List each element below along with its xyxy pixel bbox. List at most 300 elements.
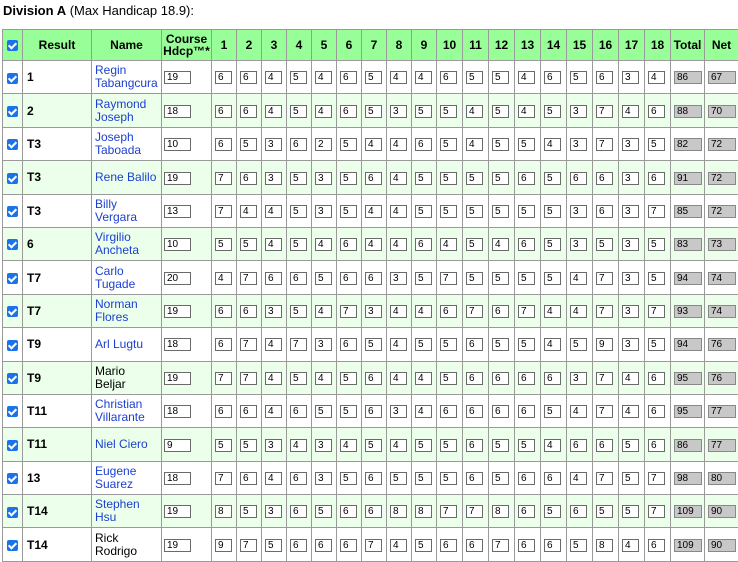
hole-score-input[interactable]: 6	[215, 305, 232, 318]
player-name-cell[interactable]	[92, 461, 162, 494]
hole-score-input[interactable]: 4	[622, 405, 639, 418]
hole-score-input[interactable]: 7	[492, 539, 509, 552]
hole-score-input[interactable]: 5	[315, 505, 332, 518]
hole-score-input[interactable]: 5	[466, 172, 483, 185]
hole-score-input[interactable]: 6	[290, 405, 307, 418]
hole-score-input[interactable]: 5	[415, 338, 432, 351]
row-checkbox[interactable]	[7, 373, 18, 384]
hole-score-input[interactable]: 5	[240, 439, 257, 452]
hole-score-input[interactable]: 6	[215, 405, 232, 418]
hole-score-input[interactable]: 5	[492, 172, 509, 185]
hole-score-input[interactable]: 6	[215, 71, 232, 84]
row-checkbox[interactable]	[7, 73, 18, 84]
hole-score-input[interactable]: 7	[215, 372, 232, 385]
hole-score-input[interactable]: 5	[215, 439, 232, 452]
row-checkbox[interactable]	[7, 206, 18, 217]
hole-score-input[interactable]: 5	[648, 138, 665, 151]
row-checkbox-cell[interactable]	[3, 127, 23, 160]
player-name-cell[interactable]	[92, 428, 162, 461]
hole-score-input[interactable]: 5	[440, 205, 457, 218]
hole-score-input[interactable]: 6	[265, 272, 282, 285]
hole-score-input[interactable]: 5	[340, 205, 357, 218]
player-name-line2[interactable]: Suarez	[95, 477, 133, 491]
hole-score-input[interactable]: 5	[415, 539, 432, 552]
hole-score-input[interactable]: 5	[440, 472, 457, 485]
hole-score-input[interactable]: 4	[466, 138, 483, 151]
player-name-cell[interactable]	[92, 94, 162, 127]
player-name-line2[interactable]: Tabangcura	[95, 76, 158, 90]
hole-score-input[interactable]: 7	[648, 205, 665, 218]
row-checkbox[interactable]	[7, 440, 18, 451]
hole-score-input[interactable]: 5	[290, 372, 307, 385]
hole-score-input[interactable]: 4	[315, 71, 332, 84]
hole-score-input[interactable]: 6	[290, 505, 307, 518]
hole-score-input[interactable]: 3	[390, 405, 407, 418]
hole-score-input[interactable]: 6	[240, 71, 257, 84]
hole-score-input[interactable]: 3	[365, 305, 382, 318]
row-checkbox-cell[interactable]	[3, 528, 23, 561]
hole-score-input[interactable]: 5	[340, 372, 357, 385]
course-hdcp-input[interactable]: 19	[164, 539, 191, 552]
hole-score-input[interactable]: 4	[265, 338, 282, 351]
hole-score-input[interactable]: 5	[648, 272, 665, 285]
hole-score-input[interactable]: 7	[518, 305, 535, 318]
hole-score-input[interactable]: 5	[390, 472, 407, 485]
hole-score-input[interactable]: 6	[215, 338, 232, 351]
hole-score-input[interactable]: 7	[290, 338, 307, 351]
hole-score-input[interactable]: 8	[596, 539, 613, 552]
row-checkbox[interactable]	[7, 406, 18, 417]
hole-score-input[interactable]: 4	[390, 172, 407, 185]
hole-score-input[interactable]: 8	[492, 505, 509, 518]
hole-score-input[interactable]: 7	[240, 372, 257, 385]
player-name-line1[interactable]: Eugene	[95, 464, 136, 478]
row-checkbox-cell[interactable]	[3, 194, 23, 227]
hole-score-input[interactable]: 4	[290, 439, 307, 452]
hole-score-input[interactable]: 6	[648, 405, 665, 418]
hole-score-input[interactable]: 4	[240, 205, 257, 218]
row-checkbox-cell[interactable]	[3, 161, 23, 194]
hole-score-input[interactable]: 5	[544, 238, 561, 251]
player-name-line1[interactable]: Carlo	[95, 264, 124, 278]
hole-score-input[interactable]: 5	[290, 105, 307, 118]
hole-score-input[interactable]: 5	[492, 338, 509, 351]
hole-score-input[interactable]: 7	[466, 305, 483, 318]
hole-score-input[interactable]: 3	[315, 338, 332, 351]
hole-score-input[interactable]: 6	[466, 338, 483, 351]
row-checkbox-cell[interactable]	[3, 61, 23, 94]
player-name-line1[interactable]: Arl Lugtu	[95, 337, 143, 351]
hole-score-input[interactable]: 5	[544, 172, 561, 185]
hole-score-input[interactable]: 3	[570, 138, 587, 151]
hole-score-input[interactable]: 6	[440, 539, 457, 552]
player-name-line1[interactable]: Regin	[95, 63, 126, 77]
hole-score-input[interactable]: 4	[570, 305, 587, 318]
hole-score-input[interactable]: 3	[622, 138, 639, 151]
select-all-checkbox-cell[interactable]	[3, 30, 23, 61]
player-name-cell[interactable]	[92, 328, 162, 361]
hole-score-input[interactable]: 6	[518, 372, 535, 385]
hole-score-input[interactable]: 7	[596, 372, 613, 385]
hole-score-input[interactable]: 4	[390, 305, 407, 318]
hole-score-input[interactable]: 5	[622, 472, 639, 485]
hole-score-input[interactable]: 3	[390, 272, 407, 285]
hole-score-input[interactable]: 6	[518, 405, 535, 418]
hole-score-input[interactable]: 6	[518, 238, 535, 251]
player-name-line1[interactable]: Norman	[95, 297, 138, 311]
hole-score-input[interactable]: 4	[315, 105, 332, 118]
hole-score-input[interactable]: 7	[596, 105, 613, 118]
hole-score-input[interactable]: 5	[544, 405, 561, 418]
hole-score-input[interactable]: 3	[265, 505, 282, 518]
hole-score-input[interactable]: 5	[240, 138, 257, 151]
player-name-cell[interactable]	[92, 261, 162, 294]
hole-score-input[interactable]: 6	[340, 272, 357, 285]
hole-score-input[interactable]: 5	[492, 105, 509, 118]
hole-score-input[interactable]: 5	[340, 472, 357, 485]
hole-score-input[interactable]: 8	[415, 505, 432, 518]
player-name-line1[interactable]: Stephen	[95, 497, 140, 511]
hole-score-input[interactable]: 7	[215, 205, 232, 218]
row-checkbox-cell[interactable]	[3, 294, 23, 327]
hole-score-input[interactable]: 6	[648, 105, 665, 118]
course-hdcp-input[interactable]: 18	[164, 105, 191, 118]
hole-score-input[interactable]: 6	[340, 505, 357, 518]
hole-score-input[interactable]: 5	[415, 472, 432, 485]
hole-score-input[interactable]: 5	[570, 539, 587, 552]
hole-score-input[interactable]: 4	[365, 238, 382, 251]
hole-score-input[interactable]: 4	[265, 205, 282, 218]
player-name-line1[interactable]: Joseph	[95, 130, 134, 144]
hole-score-input[interactable]: 4	[544, 439, 561, 452]
hole-score-input[interactable]: 7	[596, 472, 613, 485]
hole-score-input[interactable]: 5	[265, 539, 282, 552]
hole-score-input[interactable]: 4	[315, 305, 332, 318]
hole-score-input[interactable]: 5	[315, 272, 332, 285]
hole-score-input[interactable]: 4	[622, 372, 639, 385]
hole-score-input[interactable]: 4	[570, 472, 587, 485]
hole-score-input[interactable]: 6	[492, 405, 509, 418]
hole-score-input[interactable]: 6	[466, 439, 483, 452]
hole-score-input[interactable]: 4	[315, 372, 332, 385]
hole-score-input[interactable]: 5	[340, 138, 357, 151]
row-checkbox[interactable]	[7, 173, 18, 184]
hole-score-input[interactable]: 6	[648, 172, 665, 185]
hole-score-input[interactable]: 6	[365, 505, 382, 518]
hole-score-input[interactable]: 5	[415, 272, 432, 285]
hole-score-input[interactable]: 5	[290, 172, 307, 185]
hole-score-input[interactable]: 6	[544, 472, 561, 485]
row-checkbox-cell[interactable]	[3, 94, 23, 127]
hole-score-input[interactable]: 5	[415, 205, 432, 218]
player-name-line2[interactable]: Taboada	[95, 143, 141, 157]
hole-score-input[interactable]: 5	[415, 105, 432, 118]
hole-score-input[interactable]: 6	[365, 172, 382, 185]
hole-score-input[interactable]: 6	[466, 472, 483, 485]
hole-score-input[interactable]: 7	[340, 305, 357, 318]
hole-score-input[interactable]: 7	[648, 505, 665, 518]
hole-score-input[interactable]: 8	[390, 505, 407, 518]
player-name-cell[interactable]	[92, 161, 162, 194]
hole-score-input[interactable]: 6	[340, 539, 357, 552]
hole-score-input[interactable]: 7	[648, 305, 665, 318]
hole-score-input[interactable]: 5	[518, 138, 535, 151]
hole-score-input[interactable]: 4	[265, 405, 282, 418]
hole-score-input[interactable]: 6	[570, 439, 587, 452]
row-checkbox[interactable]	[7, 507, 18, 518]
hole-score-input[interactable]: 4	[415, 405, 432, 418]
hole-score-input[interactable]: 6	[340, 71, 357, 84]
course-hdcp-input[interactable]: 19	[164, 505, 191, 518]
hole-score-input[interactable]: 6	[290, 138, 307, 151]
hole-score-input[interactable]: 5	[544, 205, 561, 218]
course-hdcp-input[interactable]: 18	[164, 472, 191, 485]
hole-score-input[interactable]: 4	[622, 105, 639, 118]
hole-score-input[interactable]: 4	[340, 439, 357, 452]
hole-score-input[interactable]: 4	[390, 205, 407, 218]
hole-score-input[interactable]: 7	[466, 505, 483, 518]
row-checkbox-cell[interactable]	[3, 328, 23, 361]
hole-score-input[interactable]: 7	[240, 539, 257, 552]
hole-score-input[interactable]: 6	[518, 472, 535, 485]
hole-score-input[interactable]: 5	[340, 172, 357, 185]
hole-score-input[interactable]: 4	[365, 138, 382, 151]
hole-score-input[interactable]: 9	[596, 338, 613, 351]
hole-score-input[interactable]: 6	[570, 505, 587, 518]
hole-score-input[interactable]: 5	[290, 205, 307, 218]
hole-score-input[interactable]: 6	[466, 539, 483, 552]
hole-score-input[interactable]: 5	[622, 505, 639, 518]
hole-score-input[interactable]: 5	[570, 71, 587, 84]
player-name-line1[interactable]: Billy	[95, 197, 117, 211]
hole-score-input[interactable]: 4	[415, 305, 432, 318]
hole-score-input[interactable]: 3	[315, 172, 332, 185]
hole-score-input[interactable]: 4	[544, 138, 561, 151]
player-name-cell[interactable]	[92, 294, 162, 327]
player-name-line1[interactable]: Raymond	[95, 97, 146, 111]
hole-score-input[interactable]: 6	[492, 372, 509, 385]
hole-score-input[interactable]: 4	[390, 338, 407, 351]
hole-score-input[interactable]: 6	[466, 405, 483, 418]
player-name-line2[interactable]: Hsu	[95, 510, 116, 524]
course-hdcp-input[interactable]: 18	[164, 338, 191, 351]
hole-score-input[interactable]: 7	[440, 272, 457, 285]
hole-score-input[interactable]: 3	[622, 71, 639, 84]
hole-score-input[interactable]: 7	[240, 338, 257, 351]
hole-score-input[interactable]: 6	[215, 138, 232, 151]
player-name-cell[interactable]	[92, 61, 162, 94]
player-name-cell[interactable]	[92, 495, 162, 528]
hole-score-input[interactable]: 5	[648, 338, 665, 351]
hole-score-input[interactable]: 6	[365, 272, 382, 285]
hole-score-input[interactable]: 6	[440, 71, 457, 84]
hole-score-input[interactable]: 3	[622, 338, 639, 351]
hole-score-input[interactable]: 4	[390, 71, 407, 84]
hole-score-input[interactable]: 4	[390, 439, 407, 452]
hole-score-input[interactable]: 5	[415, 439, 432, 452]
hole-score-input[interactable]: 4	[544, 338, 561, 351]
row-checkbox-cell[interactable]	[3, 361, 23, 394]
course-hdcp-input[interactable]: 19	[164, 172, 191, 185]
row-checkbox-cell[interactable]	[3, 394, 23, 427]
hole-score-input[interactable]: 3	[570, 205, 587, 218]
row-checkbox[interactable]	[7, 239, 18, 250]
hole-score-input[interactable]: 6	[240, 472, 257, 485]
hole-score-input[interactable]: 6	[340, 238, 357, 251]
row-checkbox[interactable]	[7, 540, 18, 551]
course-hdcp-input[interactable]: 19	[164, 71, 191, 84]
hole-score-input[interactable]: 6	[544, 539, 561, 552]
hole-score-input[interactable]: 5	[466, 238, 483, 251]
hole-score-input[interactable]: 6	[215, 105, 232, 118]
hole-score-input[interactable]: 4	[215, 272, 232, 285]
hole-score-input[interactable]: 7	[648, 472, 665, 485]
hole-score-input[interactable]: 6	[365, 405, 382, 418]
hole-score-input[interactable]: 5	[544, 105, 561, 118]
hole-score-input[interactable]: 5	[440, 138, 457, 151]
hole-score-input[interactable]: 4	[622, 539, 639, 552]
hole-score-input[interactable]: 7	[596, 138, 613, 151]
hole-score-input[interactable]: 6	[415, 138, 432, 151]
hole-score-input[interactable]: 6	[365, 472, 382, 485]
hole-score-input[interactable]: 6	[648, 439, 665, 452]
hole-score-input[interactable]: 6	[315, 539, 332, 552]
row-checkbox[interactable]	[7, 473, 18, 484]
hole-score-input[interactable]: 4	[544, 305, 561, 318]
player-name-line2[interactable]: Villarante	[95, 410, 145, 424]
course-hdcp-input[interactable]: 10	[164, 138, 191, 151]
hole-score-input[interactable]: 4	[390, 539, 407, 552]
row-checkbox-cell[interactable]	[3, 261, 23, 294]
course-hdcp-input[interactable]: 19	[164, 305, 191, 318]
hole-score-input[interactable]: 5	[492, 439, 509, 452]
hole-score-input[interactable]: 6	[415, 238, 432, 251]
hole-score-input[interactable]: 5	[492, 472, 509, 485]
row-checkbox[interactable]	[7, 340, 18, 351]
course-hdcp-input[interactable]: 18	[164, 405, 191, 418]
hole-score-input[interactable]: 5	[596, 238, 613, 251]
hole-score-input[interactable]: 7	[596, 305, 613, 318]
hole-score-input[interactable]: 7	[596, 272, 613, 285]
hole-score-input[interactable]: 7	[215, 172, 232, 185]
course-hdcp-input[interactable]: 20	[164, 272, 191, 285]
hole-score-input[interactable]: 2	[315, 138, 332, 151]
hole-score-input[interactable]: 4	[415, 372, 432, 385]
hole-score-input[interactable]: 6	[596, 172, 613, 185]
hole-score-input[interactable]: 3	[265, 172, 282, 185]
row-checkbox-cell[interactable]	[3, 461, 23, 494]
hole-score-input[interactable]: 5	[440, 105, 457, 118]
hole-score-input[interactable]: 5	[440, 439, 457, 452]
hole-score-input[interactable]: 6	[240, 305, 257, 318]
hole-score-input[interactable]: 6	[340, 105, 357, 118]
row-checkbox-cell[interactable]	[3, 495, 23, 528]
hole-score-input[interactable]: 7	[215, 472, 232, 485]
hole-score-input[interactable]: 7	[596, 405, 613, 418]
hole-score-input[interactable]: 6	[340, 338, 357, 351]
hole-score-input[interactable]: 6	[596, 205, 613, 218]
hole-score-input[interactable]: 8	[215, 505, 232, 518]
hole-score-input[interactable]: 6	[596, 439, 613, 452]
hole-score-input[interactable]: 6	[492, 305, 509, 318]
hole-score-input[interactable]: 3	[570, 105, 587, 118]
hole-score-input[interactable]: 6	[290, 272, 307, 285]
hole-score-input[interactable]: 6	[648, 372, 665, 385]
hole-score-input[interactable]: 5	[492, 138, 509, 151]
course-hdcp-input[interactable]: 10	[164, 238, 191, 251]
hole-score-input[interactable]: 4	[466, 105, 483, 118]
course-hdcp-input[interactable]: 9	[164, 439, 191, 452]
hole-score-input[interactable]: 6	[466, 372, 483, 385]
hole-score-input[interactable]: 5	[315, 405, 332, 418]
hole-score-input[interactable]: 4	[415, 71, 432, 84]
hole-score-input[interactable]: 5	[492, 71, 509, 84]
hole-score-input[interactable]: 5	[518, 439, 535, 452]
player-name-line2[interactable]: Tugade	[95, 277, 135, 291]
hole-score-input[interactable]: 5	[466, 71, 483, 84]
hole-score-input[interactable]: 5	[570, 338, 587, 351]
hole-score-input[interactable]: 6	[518, 505, 535, 518]
hole-score-input[interactable]: 4	[518, 71, 535, 84]
hole-score-input[interactable]: 6	[570, 172, 587, 185]
hole-score-input[interactable]: 4	[265, 71, 282, 84]
hole-score-input[interactable]: 9	[215, 539, 232, 552]
hole-score-input[interactable]: 7	[240, 272, 257, 285]
hole-score-input[interactable]: 4	[315, 238, 332, 251]
player-name-line2[interactable]: Ancheta	[95, 243, 139, 257]
hole-score-input[interactable]: 5	[544, 272, 561, 285]
hole-score-input[interactable]: 3	[622, 172, 639, 185]
select-all-checkbox[interactable]	[7, 40, 18, 51]
course-hdcp-input[interactable]: 13	[164, 205, 191, 218]
hole-score-input[interactable]: 5	[466, 272, 483, 285]
hole-score-input[interactable]: 4	[570, 405, 587, 418]
hole-score-input[interactable]: 5	[544, 505, 561, 518]
hole-score-input[interactable]: 7	[440, 505, 457, 518]
hole-score-input[interactable]: 6	[518, 539, 535, 552]
hole-score-input[interactable]: 6	[290, 472, 307, 485]
player-name-line1[interactable]: Rene Balilo	[95, 170, 156, 184]
hole-score-input[interactable]: 3	[570, 372, 587, 385]
hole-score-input[interactable]: 7	[365, 539, 382, 552]
hole-score-input[interactable]: 4	[265, 238, 282, 251]
hole-score-input[interactable]: 5	[365, 439, 382, 452]
hole-score-input[interactable]: 6	[648, 539, 665, 552]
hole-score-input[interactable]: 6	[440, 405, 457, 418]
player-name-cell[interactable]	[92, 394, 162, 427]
hole-score-input[interactable]: 3	[622, 305, 639, 318]
player-name-line2[interactable]: Joseph	[95, 110, 134, 124]
hole-score-input[interactable]: 5	[648, 238, 665, 251]
hole-score-input[interactable]: 5	[622, 439, 639, 452]
row-checkbox-cell[interactable]	[3, 227, 23, 260]
hole-score-input[interactable]: 5	[290, 71, 307, 84]
hole-score-input[interactable]: 3	[570, 238, 587, 251]
hole-score-input[interactable]: 3	[622, 205, 639, 218]
row-checkbox[interactable]	[7, 306, 18, 317]
hole-score-input[interactable]: 3	[390, 105, 407, 118]
row-checkbox[interactable]	[7, 139, 18, 150]
hole-score-input[interactable]: 5	[240, 238, 257, 251]
hole-score-input[interactable]: 4	[365, 205, 382, 218]
hole-score-input[interactable]: 6	[544, 71, 561, 84]
hole-score-input[interactable]: 5	[240, 505, 257, 518]
row-checkbox[interactable]	[7, 106, 18, 117]
hole-score-input[interactable]: 5	[215, 238, 232, 251]
hole-score-input[interactable]: 5	[492, 272, 509, 285]
hole-score-input[interactable]: 4	[648, 71, 665, 84]
hole-score-input[interactable]: 6	[240, 172, 257, 185]
